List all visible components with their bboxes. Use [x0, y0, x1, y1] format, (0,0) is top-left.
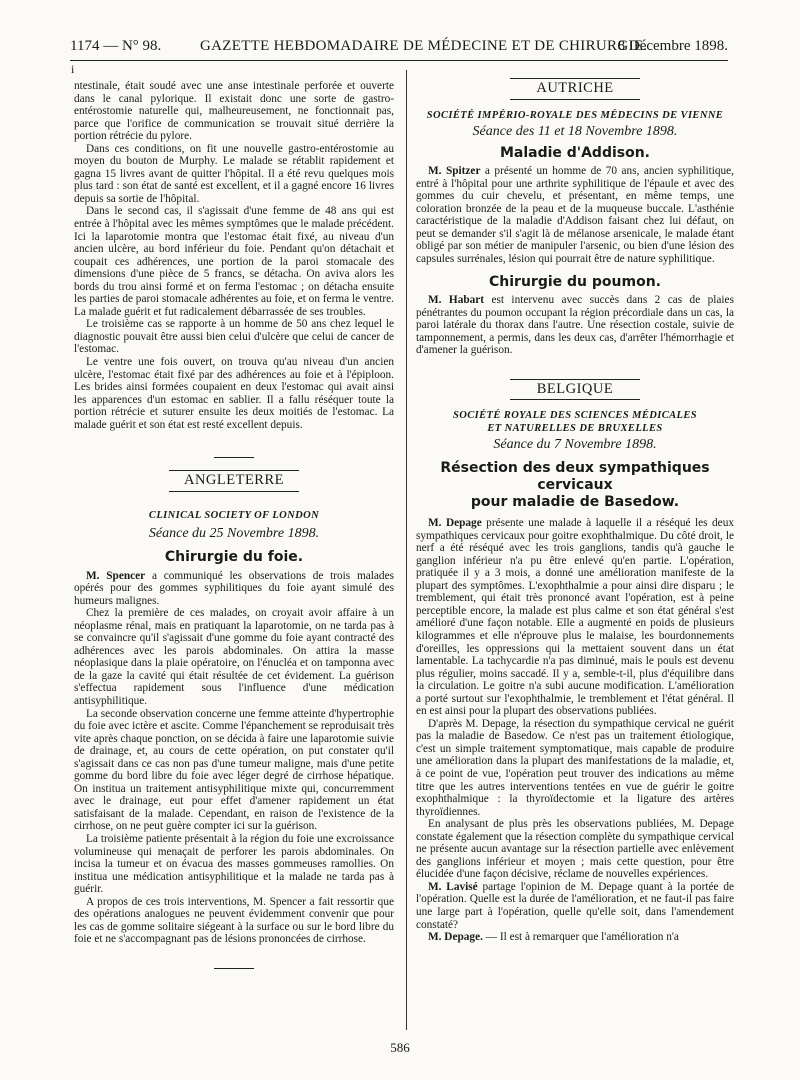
paragraph: ntestinale, était soudé avec une anse intestinale perforée et ouverte dans le canal pylorique. Il existait donc une sorte de gastro-entérostomie naturelle qui, malheureusement, ne fonctionnait pas, parce que l'orifice de communication se trouvait situé derrière la portion rétrécie du pylore. — [74, 80, 394, 143]
issue-date: 8 Décembre 1898. — [617, 38, 728, 54]
section-heading: Chirurgie du foie. — [164, 548, 304, 565]
session-date: Séance du 7 Novembre 1898. — [493, 437, 657, 453]
page-number: 586 — [390, 1040, 410, 1055]
speaker-name: M. Spencer — [86, 569, 146, 582]
paragraph: M. Depage présente une malade à laquelle il a réséqué les deux sympathiques cervicaux pour goitre exophthalmique. Du côté droit, le nerf a été réséqué avec les trois ganglions, tandis qu'à gauche le ganglion inférieur n'a pu être enlevé qu'en partie. L'opération, pratiquée il y a 3 mois, a donné une amélioration manifeste de la plupart des symptômes. L'exophthalmie a pour ainsi dire disparu ; le tremblement, qui était très prononcé avant l'opération, est à peine perceptible encore, la malade est plus calme et son état général s'est amélioré d'une façon notable. Elle a augmenté en poids de plusieurs kilogrammes et elle n'éprouve plus le malaise, les bourdonnements d'oreilles, les oppressions qui la mettaient souvent dans un état lamentable. La tachycardie n'a pas diminué, mais le pouls est devenu plus régulier, moins saccadé. Il y a, semble-t-il, plus d'équilibre dans la circulation. Le goitre n'a subi aucune modification. L'amélioration a porté surtout sur l'exophthalmie, le tremblement et l'état général. Il en est ainsi pour la plupart des observations publiées. — [416, 517, 734, 718]
paragraph: Dans ces conditions, on fit une nouvelle gastro-entérostomie au moyen du bouton de Murphy. Le malade se rétablit rapidement et gagna 15 livres avant de quitter l'hôpital. Il a été revu quelques mois plus tard : son état de santé est excellent, et il a gagné encore 16 livres depuis sa sortie de l'hôpital. — [74, 142, 394, 205]
separator-rule — [214, 457, 254, 458]
running-head — [70, 32, 728, 58]
paragraph: A propos de ces trois interventions, M. Spencer a fait ressortir que des opérations analogues ne peuvent évidemment convenir que pour les cas de gomme solitaire siégeant à la surface ou sur le bord libre du foie et ne s'accompagnant pas de lésions prononcées de cirrhose. — [74, 895, 394, 946]
margin-mark: i — [71, 62, 75, 76]
end-rule — [214, 968, 254, 969]
session-date: Séance des 11 et 18 Novembre 1898. — [472, 124, 678, 140]
paragraph: M. Habart est intervenu avec succès dans 2 cas de plaies pénétrantes du poumon occupant la région précordiale dans un cas, la paroi latérale du thorax dans l'autre. Une résection costale, suivie de tamponnement, a permis, dans les deux cas, d'arrêter l'hémorrhagie et d'amener la guérison. — [416, 294, 734, 357]
country-heading-autriche: AUTRICHE — [510, 78, 640, 100]
section-heading: Chirurgie du poumon. — [489, 273, 661, 290]
section-heading: Résection des deux sympathiques cervicaux pour maladie de Basedow. — [440, 460, 710, 511]
issue-number: 1174 — N° 98. — [70, 38, 162, 54]
column-divider — [406, 70, 407, 1030]
paragraph: M. Depage. — Il est à remarquer que l'amélioration n'a — [428, 931, 679, 944]
country-heading-belgique: BELGIQUE — [510, 379, 640, 401]
paragraph: M. Spitzer a présenté un homme de 70 ans, ancien syphilitique, entré à l'hôpital pour une arthrite syphilitique de l'épaule et avec des gommes du cuir chevelu, et présentant, en même temps, une coloration bronzée de la peau et de la muqueuse buccale. L'asthénie caractéristique de la maladie d'Addison faisant chez lui défaut, on peut se demander s'il s'agit là de mélanose arsenicale, le malade étant obligé par son métier de manipuler l'arsenic, ou bien d'une lésion des capsules surrénales, lésion qui pourrait être de nature syphilitique. — [416, 165, 734, 266]
paragraph: Le troisième cas se rapporte à un homme de 50 ans chez lequel le diagnostic pouvait être aussi bien celui d'ulcère que celui de cancer de l'estomac. — [74, 318, 394, 356]
paragraph: D'après M. Depage, la résection du sympathique cervical ne guérit pas la maladie de Basedow. Ce n'est pas un traitement étiologique, c'est un simple traitement symptomatique, mais capable de produire une amélioration dans la plupart des manifestations de la maladie, et, à ce point de vue, l'opération peut trouver des indications au même titre que les autres interventions tentées en vue de guérir le goitre exophthalmique : la thyroïdectomie et la ligature des artères thyroïdiennes. — [416, 717, 734, 818]
journal-title: GAZETTE HEBDOMADAIRE DE MÉDECINE ET DE CHIRURGIE. — [200, 38, 648, 54]
paragraph: La seconde observation concerne une femme atteinte d'hypertrophie du foie avec ictère et ascite. Comme l'épanchement se reproduisait très vite après chaque ponction, on se décida à faire une laparotomie suivie de drainage, et, au cours de cette opération, on put constater qu'il s'agissait dans ce cas non pas d'une tumeur maligne, mais d'une petite gomme du bord libre du foie avec léger degré de cirrhose hépatique. On institua un traitement antisyphilitique mixte qui, concurremment avec le drainage, eut pour effet d'amener rapidement un état satisfaisant de la malade. Cependant, en raison de l'existence de la cirrhose, on ne peut guère compter ici sur la guérison. — [74, 707, 394, 833]
paragraph: En analysant de plus près les observations publiées, M. Depage constate également que la résection complète du sympathique cervical ne présente aucun avantage sur la résection partielle avec enlèvement des ganglions inférieur et moyen ; mais cette question, pour être élucidée d'une façon décisive, réclame de nouvelles expériences. — [416, 818, 734, 881]
country-heading-angleterre: ANGLETERRE — [169, 470, 299, 492]
speaker-name: M. Habart — [428, 294, 485, 307]
right-column — [416, 80, 734, 944]
society-name: CLINICAL SOCIETY OF LONDON — [148, 509, 320, 521]
left-column — [74, 80, 394, 981]
header-rule — [70, 60, 728, 61]
society-name: SOCIÉTÉ ROYALE DES SCIENCES MÉDICALES ET NATURELLES DE BRUXELLES — [453, 410, 697, 434]
society-name: SOCIÉTÉ IMPÉRIO-ROYALE DES MÉDECINS DE VIENNE — [426, 109, 724, 121]
speaker-name: M. Depage. — [428, 931, 483, 944]
paragraph: La troisième patiente présentait à la région du foie une excroissance volumineuse qui menaçait de perforer les parois abdominales. On incisa la tumeur et on évacua des masses gommeuses ramollies. On institua une médication antisyphilitique et la malade ne tarda pas à guérir. — [74, 832, 394, 896]
paragraph: Chez la première de ces malades, on croyait avoir affaire à un néoplasme rénal, mais en pratiquant la laparotomie, on ne tarda pas à se convaincre qu'il s'agissait d'une gomme du foie ayant contracté des adhérences avec les parois abdominales. On attira la masse néoplasique dans la plaie opératoire, on l'énucléa et on tamponna avec de la gaze la cavité qui était résultée de cet évidement. La guérison s'effectua rapidement sous l'influence d'une médication antisyphilitique. — [74, 607, 394, 707]
paragraph: Le ventre une fois ouvert, on trouva qu'au niveau d'un ancien ulcère, l'estomac était fixé par des adhérences au foie et à l'épiploon. Les brides ainsi formées coupaient en deux l'estomac qui avait ainsi les apparences d'un estomac en sablier. Il a fallu réséquer toute la portion rétrécie et suturer ensuite les deux moitiés de l'estomac. La malade guérit et son état est resté excellent depuis. — [74, 356, 394, 431]
section-heading: Maladie d'Addison. — [499, 144, 651, 161]
paragraph: M. Lavisé partage l'opinion de M. Depage quant à la portée de l'opération. Quelle est la durée de l'amélioration, et ne faut-il pas faire une large part à l'opération, quelle qu'elle soit, dans l'amendement constaté? — [416, 880, 734, 931]
speaker-name: M. Lavisé — [428, 880, 478, 893]
speaker-name: M. Depage — [428, 517, 482, 530]
paragraph: M. Spencer a communiqué les observations de trois malades opérés pour des gommes syphilitiques du foie ayant simulé des humeurs malignes. — [74, 569, 394, 607]
paragraph: Dans le second cas, il s'agissait d'une femme de 48 ans qui est entrée à l'hôpital avec les mêmes symptômes que le malade précédent. Ici la laparotomie montra que l'estomac était fixé, au niveau d'un ancien ulcère, au bord inférieur du foie. Pendant qu'on détachait et coupait ces adhérences, une portion de la paroi stomacale des dimensions d'une pièce de 5 francs, se détacha. On aviva alors les bords du trou ainsi formé et on ferma l'estomac ; on détacha ensuite les parties de paroi stomacale adhérentes au foie, et on ferma le ventre. La malade guérit et fut radicalement débarrassée de ses troubles. — [74, 205, 394, 318]
speaker-name: M. Spitzer — [428, 165, 481, 178]
session-date: Séance du 25 Novembre 1898. — [148, 526, 320, 542]
